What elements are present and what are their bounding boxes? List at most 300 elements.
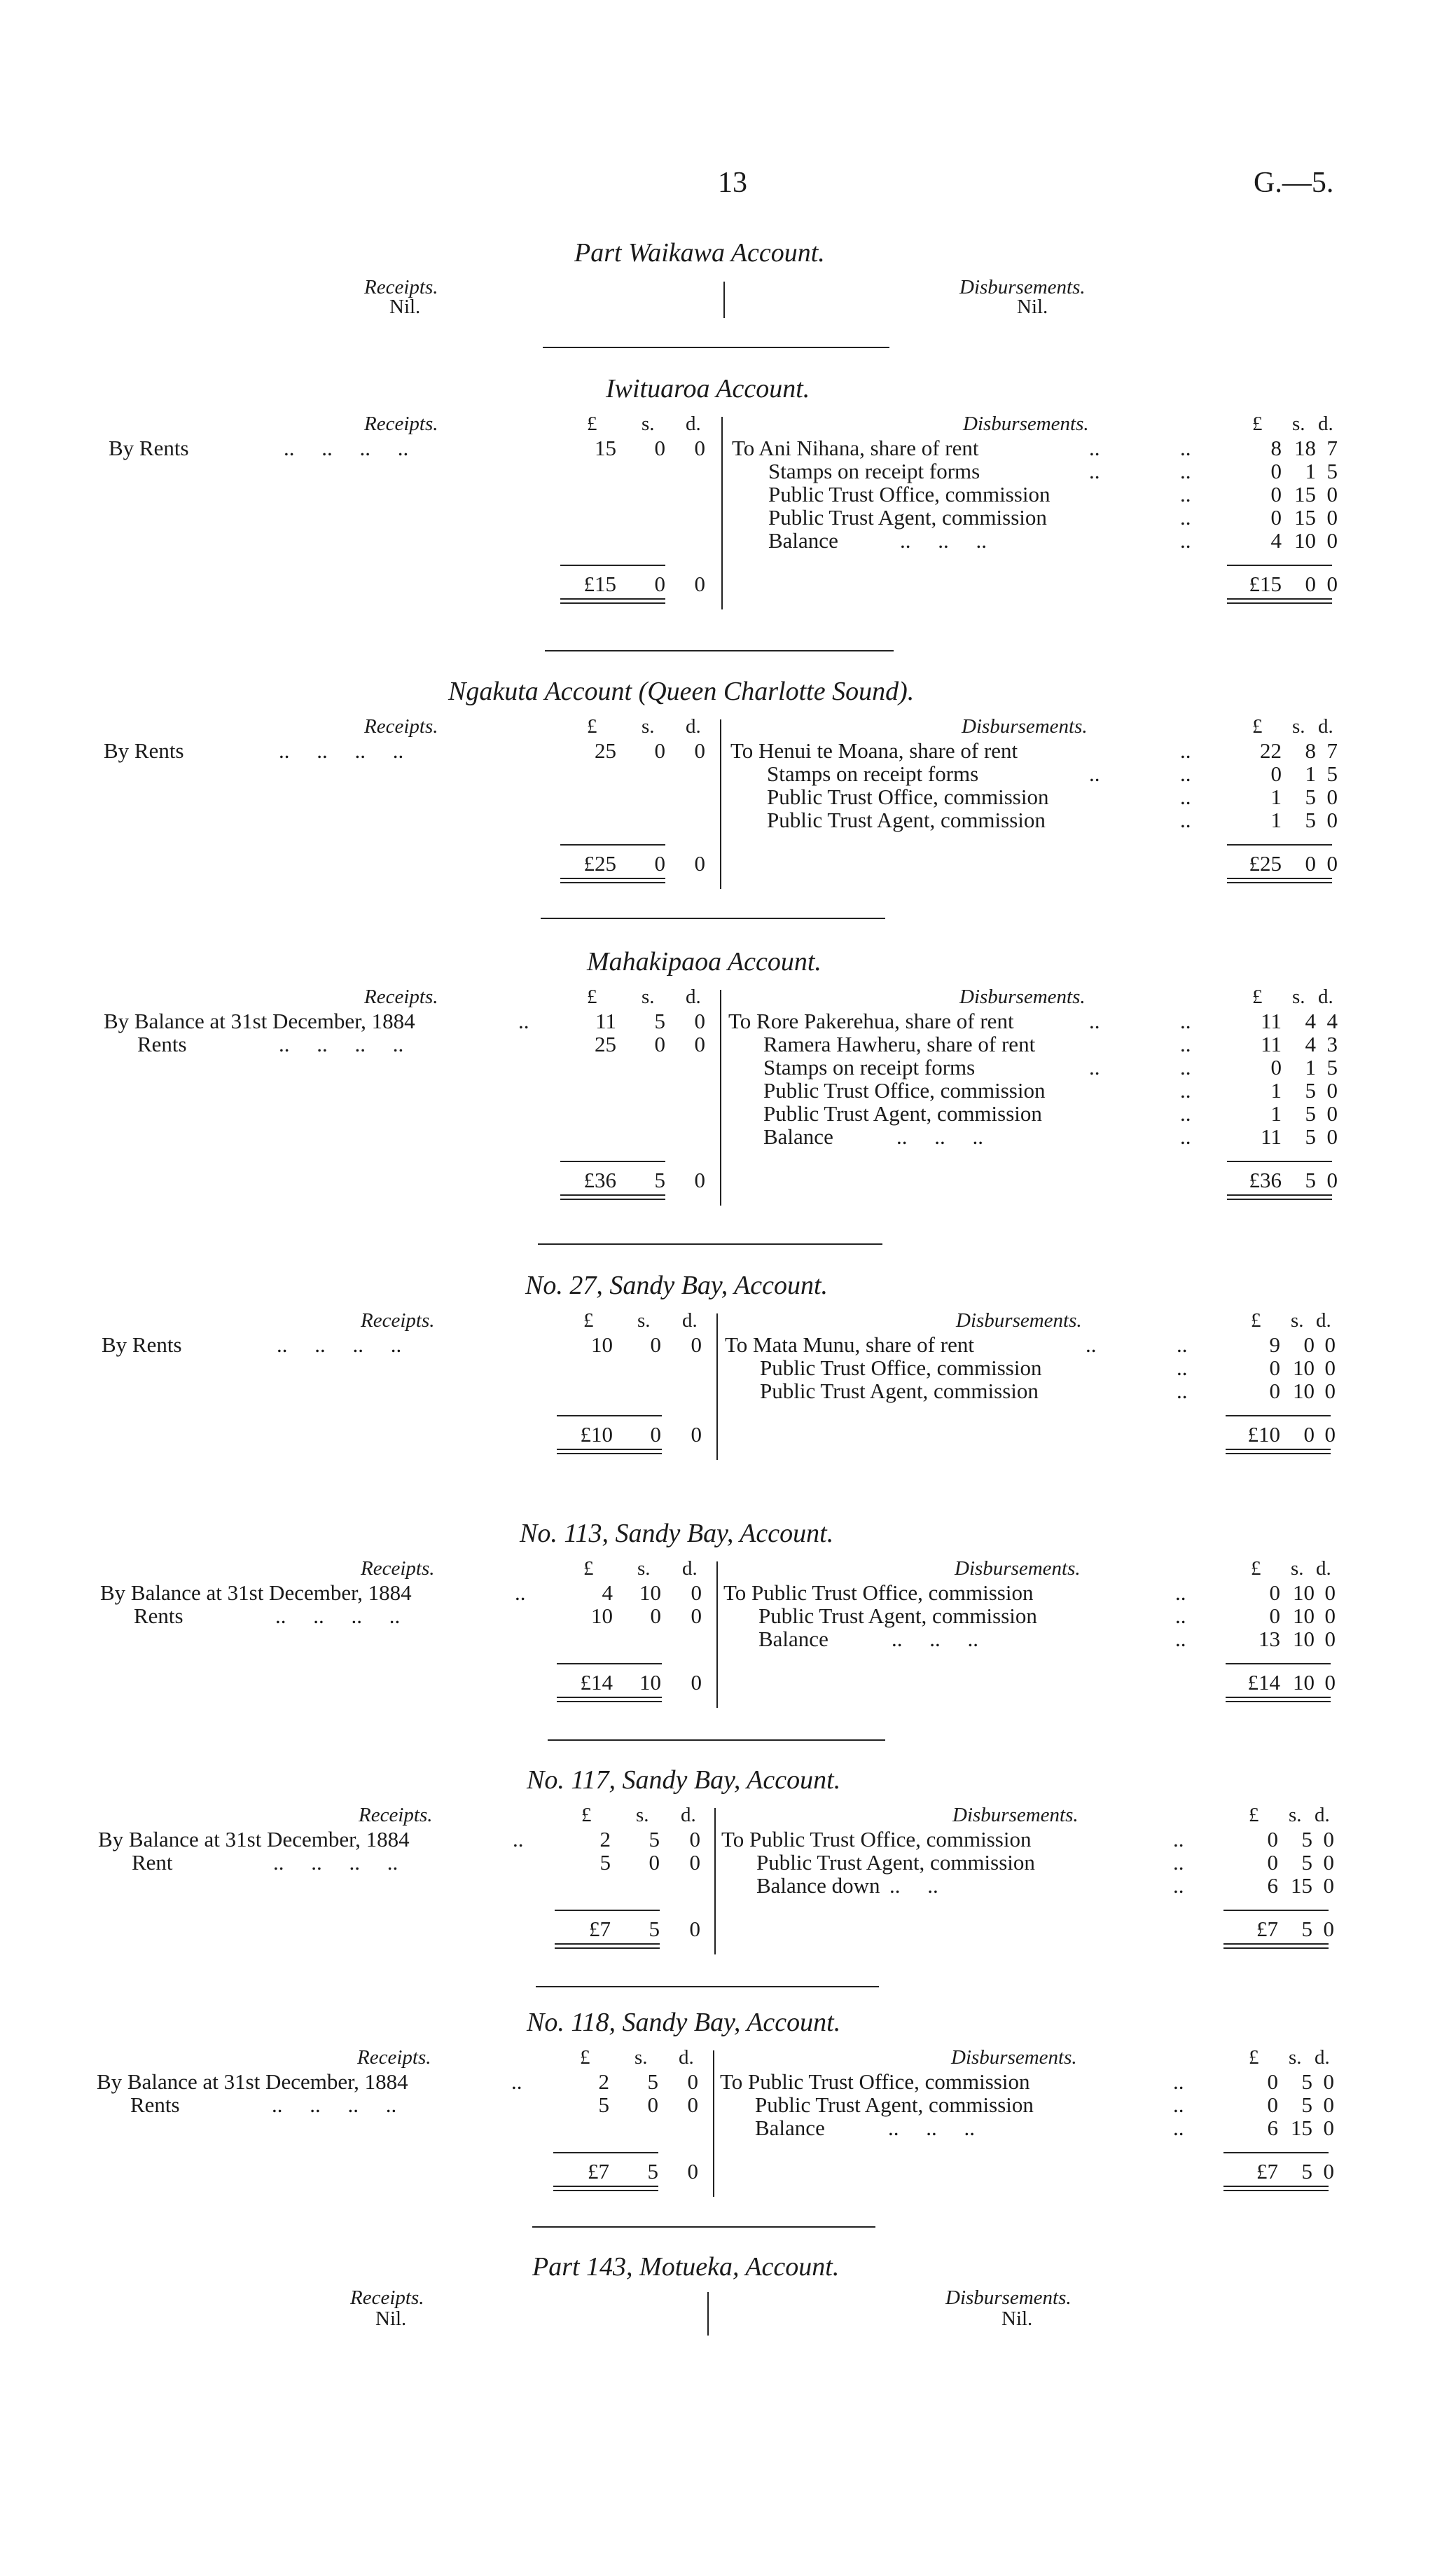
disbursement-leader-dots: .. .. .. (896, 1124, 983, 1149)
disbursement-shillings: 10 (1293, 1356, 1315, 1380)
disbursements-total-pounds: £7 (1256, 1917, 1278, 1941)
receipt-pence: 0 (687, 2069, 698, 2094)
disbursement-pounds: 4 (1270, 528, 1282, 553)
disbursement-label: Public Trust Office, commission (763, 1078, 1046, 1103)
disbursement-leader-dots: .. (1177, 1356, 1188, 1380)
receipts-shilling-header: s. (635, 2046, 648, 2069)
disbursements-total-double-rule (1223, 1943, 1329, 1945)
disbursements-pence-header: d. (1318, 413, 1333, 435)
disbursement-pounds: 0 (1269, 1603, 1280, 1628)
receipts-subtotal-rule (557, 1663, 662, 1664)
disbursement-pounds: 0 (1270, 482, 1282, 506)
receipt-leader-dots: .. .. .. .. (284, 436, 409, 460)
section-rule (545, 650, 894, 651)
disbursements-pence-header: d. (1315, 1804, 1330, 1826)
disbursement-label: Public Trust Office, commission (760, 1356, 1042, 1380)
disbursement-label: Stamps on receipt forms (767, 761, 979, 786)
disbursements-subtotal-rule (1227, 844, 1332, 846)
disbursement-label: To Public Trust Office, commission (723, 1580, 1034, 1605)
receipt-label: Rent (132, 1850, 173, 1875)
receipt-label: By Balance at 31st December, 1884 (100, 1580, 412, 1605)
disbursement-leader-dots: .. (1089, 1055, 1100, 1079)
receipt-pounds: 10 (591, 1332, 613, 1357)
disbursement-leader-dots: .. (1180, 482, 1191, 506)
disbursement-label: Balance (763, 1124, 833, 1149)
disbursement-pence: 0 (1323, 1873, 1334, 1898)
disbursement-pence: 0 (1326, 785, 1338, 809)
receipts-subtotal-rule (553, 2152, 658, 2153)
receipts-total-pounds: £7 (589, 1917, 611, 1941)
receipt-leader-dots: .. (515, 1580, 526, 1605)
disbursement-label: To Public Trust Office, commission (720, 2069, 1030, 2094)
receipts-pence-header: d. (686, 715, 701, 738)
disbursement-pence: 0 (1323, 2116, 1334, 2140)
section-rule (532, 2226, 875, 2228)
receipts-total-pence: 0 (691, 1670, 702, 1695)
receipts-total-double-rule (560, 878, 665, 879)
receipt-label: By Balance at 31st December, 1884 (98, 1827, 410, 1851)
disbursement-leader-dots: .. (1180, 1124, 1191, 1149)
account-title: Part 143, Motueka, Account. (532, 2252, 840, 2282)
disbursements-total-pence: 0 (1323, 1917, 1334, 1941)
disbursement-leader-dots: .. (1180, 459, 1191, 483)
disbursements-total-pounds: £10 (1247, 1422, 1280, 1447)
receipt-pence: 0 (694, 1032, 705, 1056)
disbursement-shillings: 5 (1305, 1101, 1316, 1126)
disbursements-total-double-rule (1227, 882, 1332, 883)
disbursement-pence: 0 (1326, 482, 1338, 506)
disbursements-heading: Disbursements. (945, 2286, 1072, 2309)
disbursements-heading: Disbursements. (955, 1557, 1081, 1580)
disbursement-pence: 5 (1326, 761, 1338, 786)
disbursement-shillings: 5 (1301, 2092, 1312, 2117)
disbursements-total-pounds: £7 (1256, 2159, 1278, 2184)
account-title: No. 117, Sandy Bay, Account. (527, 1765, 841, 1795)
disbursement-shillings: 10 (1293, 1379, 1315, 1403)
disbursements-shilling-header: s. (1291, 1309, 1304, 1332)
column-divider (716, 1561, 718, 1708)
column-divider (721, 417, 723, 609)
disbursement-pence: 0 (1324, 1332, 1336, 1357)
receipt-pence: 0 (694, 436, 705, 460)
receipt-pence: 0 (689, 1827, 700, 1851)
disbursement-shillings: 1 (1305, 761, 1316, 786)
receipts-total-pounds: £15 (583, 572, 616, 596)
disbursement-pence: 7 (1326, 436, 1338, 460)
disbursement-pounds: 6 (1267, 1873, 1278, 1898)
disbursements-pound-header: £ (1249, 1804, 1259, 1826)
account-title: Iwituaroa Account. (606, 374, 810, 403)
receipt-pounds: 5 (598, 2092, 609, 2117)
receipt-shillings: 0 (654, 1032, 665, 1056)
receipt-pounds: 11 (595, 1009, 616, 1033)
disbursement-label: To Rore Pakerehua, share of rent (728, 1009, 1014, 1033)
disbursement-pounds: 0 (1267, 2092, 1278, 2117)
disbursement-pence: 0 (1324, 1580, 1336, 1605)
disbursement-pounds: 9 (1269, 1332, 1280, 1357)
disbursement-pence: 0 (1323, 1850, 1334, 1875)
disbursements-total-double-rule (1226, 1453, 1331, 1454)
disbursements-total-shillings: 5 (1305, 1168, 1316, 1192)
receipts-total-double-rule (555, 1947, 660, 1949)
receipt-pence: 0 (694, 1009, 705, 1033)
disbursement-pounds: 0 (1269, 1580, 1280, 1605)
disbursement-pence: 0 (1326, 1124, 1338, 1149)
disbursement-leader-dots: .. .. .. (900, 528, 987, 553)
receipt-pounds: 2 (598, 2069, 609, 2094)
receipts-total-double-rule (560, 598, 665, 600)
disbursement-shillings: 15 (1294, 505, 1316, 530)
disbursement-leader-dots: .. (1180, 528, 1191, 553)
disbursement-shillings: 18 (1294, 436, 1316, 460)
receipts-total-double-rule (557, 1701, 662, 1702)
disbursements-pound-header: £ (1251, 1557, 1261, 1580)
receipts-pence-header: d. (682, 1557, 698, 1580)
receipts-total-double-rule (560, 882, 665, 883)
receipt-label: Rents (137, 1032, 187, 1056)
receipt-shillings: 0 (654, 436, 665, 460)
receipts-total-double-rule (557, 1453, 662, 1454)
receipts-total-double-rule (560, 1199, 665, 1200)
section-rule (541, 918, 885, 919)
disbursement-shillings: 0 (1303, 1332, 1315, 1357)
disbursement-shillings: 15 (1294, 482, 1316, 506)
account-title: Ngakuta Account (Queen Charlotte Sound). (448, 677, 915, 706)
receipts-heading: Receipts. (364, 715, 438, 738)
disbursements-total-pence: 0 (1326, 1168, 1338, 1192)
disbursements-pound-header: £ (1252, 715, 1263, 738)
disbursement-leader-dots: .. (1177, 1379, 1188, 1403)
receipts-heading: Receipts. (364, 276, 438, 298)
receipts-pence-header: d. (682, 1309, 698, 1332)
disbursement-shillings: 5 (1301, 1850, 1312, 1875)
disbursement-leader-dots: .. (1173, 2092, 1184, 2117)
disbursement-pounds: 1 (1270, 808, 1282, 832)
receipts-pence-header: d. (686, 986, 701, 1008)
disbursement-shillings: 5 (1305, 1078, 1316, 1103)
receipts-pence-header: d. (679, 2046, 694, 2069)
disbursement-pounds: 0 (1267, 2069, 1278, 2094)
column-divider (723, 282, 725, 318)
receipts-pound-header: £ (581, 1804, 592, 1826)
account-title: No. 27, Sandy Bay, Account. (525, 1271, 828, 1300)
disbursement-leader-dots: .. (1173, 1850, 1184, 1875)
receipt-pence: 0 (691, 1580, 702, 1605)
disbursement-shillings: 5 (1301, 1827, 1312, 1851)
disbursement-label: To Public Trust Office, commission (721, 1827, 1032, 1851)
receipt-leader-dots: .. (511, 2069, 522, 2094)
receipt-shillings: 5 (647, 2069, 658, 2094)
receipt-label: By Balance at 31st December, 1884 (97, 2069, 408, 2094)
receipts-total-pounds: £25 (583, 851, 616, 876)
disbursement-pounds: 0 (1267, 1827, 1278, 1851)
receipts-pence-header: d. (686, 413, 701, 435)
section-rule (548, 1739, 885, 1741)
disbursement-pounds: 11 (1261, 1009, 1282, 1033)
receipt-pounds: 15 (595, 436, 616, 460)
receipt-shillings: 0 (650, 1603, 661, 1628)
disbursement-shillings: 10 (1294, 528, 1316, 553)
disbursement-label: Stamps on receipt forms (763, 1055, 976, 1079)
disbursement-label: To Henui te Moana, share of rent (730, 738, 1018, 763)
receipt-label: By Rents (104, 738, 184, 763)
disbursement-shillings: 5 (1305, 1124, 1316, 1149)
disbursements-subtotal-rule (1226, 1415, 1331, 1416)
disbursements-total-pence: 0 (1326, 572, 1338, 596)
receipts-shilling-header: s. (642, 413, 655, 435)
disbursement-leader-dots: .. (1180, 436, 1191, 460)
disbursement-label: To Mata Munu, share of rent (725, 1332, 974, 1357)
disbursement-label: Balance (768, 528, 838, 553)
disbursement-leader-dots: .. .. .. (888, 2116, 975, 2140)
receipts-subtotal-rule (560, 844, 665, 846)
receipts-pound-header: £ (587, 986, 597, 1008)
disbursement-label: Stamps on receipt forms (768, 459, 980, 483)
disbursements-shilling-header: s. (1289, 1804, 1302, 1826)
column-divider (714, 1808, 716, 1954)
disbursements-pence-header: d. (1316, 1557, 1331, 1580)
disbursement-leader-dots: .. (1180, 808, 1191, 832)
receipt-leader-dots: .. .. .. .. (272, 2092, 397, 2117)
disbursements-total-double-rule (1227, 1199, 1332, 1200)
receipts-total-shillings: 10 (639, 1670, 661, 1695)
disbursements-heading: Disbursements. (963, 413, 1089, 435)
receipts-total-double-rule (557, 1449, 662, 1450)
disbursement-label: Balance (755, 2116, 825, 2140)
disbursements-pound-header: £ (1249, 2046, 1259, 2069)
receipts-total-shillings: 0 (650, 1422, 661, 1447)
disbursements-total-pounds: £15 (1249, 572, 1282, 596)
disbursements-total-shillings: 0 (1303, 1422, 1315, 1447)
receipts-subtotal-rule (560, 565, 665, 566)
disbursement-leader-dots: .. .. .. (892, 1627, 978, 1651)
disbursements-shilling-header: s. (1291, 1557, 1304, 1580)
column-divider (707, 2292, 709, 2336)
disbursement-pence: 0 (1326, 528, 1338, 553)
disbursement-pounds: 11 (1261, 1124, 1282, 1149)
disbursement-pounds: 8 (1270, 436, 1282, 460)
receipts-total-pence: 0 (694, 851, 705, 876)
disbursement-pence: 3 (1326, 1032, 1338, 1056)
disbursement-shillings: 5 (1305, 808, 1316, 832)
disbursements-pound-header: £ (1251, 1309, 1261, 1332)
receipts-pound-header: £ (583, 1557, 594, 1580)
disbursements-subtotal-rule (1223, 2152, 1329, 2153)
account-title: Part Waikawa Account. (574, 238, 825, 268)
disbursement-leader-dots: .. (1177, 1332, 1188, 1357)
disbursements-pound-header: £ (1252, 986, 1263, 1008)
receipt-label: By Rents (102, 1332, 182, 1357)
disbursements-total-double-rule (1226, 1701, 1331, 1702)
receipt-pence: 0 (687, 2092, 698, 2117)
disbursement-label: Public Trust Agent, commission (758, 1603, 1037, 1628)
receipts-total-pounds: £36 (583, 1168, 616, 1192)
disbursements-total-double-rule (1223, 2186, 1329, 2187)
disbursement-shillings: 15 (1291, 1873, 1312, 1898)
disbursement-pence: 0 (1326, 1078, 1338, 1103)
receipts-shilling-header: s. (642, 986, 655, 1008)
disbursement-pounds: 0 (1267, 1850, 1278, 1875)
disbursement-leader-dots: .. (1173, 1827, 1184, 1851)
disbursements-total-pounds: £14 (1247, 1670, 1280, 1695)
receipts-pound-header: £ (583, 1309, 594, 1332)
receipt-shillings: 0 (654, 738, 665, 763)
disbursement-leader-dots: .. (1180, 761, 1191, 786)
disbursements-nil: Nil. (1001, 2308, 1033, 2330)
disbursement-leader-dots: .. (1180, 1101, 1191, 1126)
receipts-pence-header: d. (681, 1804, 696, 1826)
receipts-heading: Receipts. (361, 1309, 435, 1332)
receipts-subtotal-rule (560, 1161, 665, 1162)
column-divider (720, 990, 721, 1206)
disbursement-shillings: 15 (1291, 2116, 1312, 2140)
disbursement-pence: 0 (1324, 1379, 1336, 1403)
disbursement-leader-dots: .. (1180, 1055, 1191, 1079)
disbursement-label: Public Trust Agent, commission (755, 2092, 1034, 2117)
column-divider (716, 1313, 718, 1460)
disbursements-pound-header: £ (1252, 413, 1263, 435)
disbursement-pounds: 11 (1261, 1032, 1282, 1056)
receipts-pound-header: £ (580, 2046, 590, 2069)
disbursements-total-double-rule (1226, 1449, 1331, 1450)
receipts-heading: Receipts. (357, 2046, 431, 2069)
receipt-shillings: 10 (639, 1580, 661, 1605)
disbursement-label: To Ani Nihana, share of rent (732, 436, 979, 460)
receipts-total-shillings: 5 (647, 2159, 658, 2184)
disbursements-total-pence: 0 (1324, 1670, 1336, 1695)
disbursement-leader-dots: .. .. (889, 1873, 938, 1898)
disbursement-pence: 0 (1324, 1627, 1336, 1651)
disbursements-shilling-header: s. (1289, 2046, 1302, 2069)
account-title: No. 118, Sandy Bay, Account. (527, 2008, 841, 2037)
disbursement-pence: 4 (1326, 1009, 1338, 1033)
disbursement-pounds: 0 (1269, 1356, 1280, 1380)
receipt-shillings: 5 (649, 1827, 660, 1851)
disbursements-heading: Disbursements. (956, 1309, 1082, 1332)
disbursement-pence: 7 (1326, 738, 1338, 763)
disbursement-pence: 0 (1324, 1356, 1336, 1380)
receipts-nil: Nil. (389, 296, 421, 318)
receipt-leader-dots: .. .. .. .. (279, 1032, 404, 1056)
disbursements-total-shillings: 0 (1305, 572, 1316, 596)
disbursement-shillings: 5 (1305, 785, 1316, 809)
disbursements-shilling-header: s. (1292, 715, 1305, 738)
disbursements-nil: Nil. (1017, 296, 1048, 318)
disbursement-label: Public Trust Office, commission (768, 482, 1051, 506)
disbursement-leader-dots: .. (1089, 1009, 1100, 1033)
receipts-heading: Receipts. (361, 1557, 435, 1580)
disbursements-total-double-rule (1223, 1947, 1329, 1949)
disbursements-subtotal-rule (1227, 565, 1332, 566)
receipt-label: By Rents (109, 436, 189, 460)
disbursement-pounds: 13 (1259, 1627, 1280, 1651)
disbursement-label: Public Trust Agent, commission (756, 1850, 1035, 1875)
disbursement-shillings: 4 (1305, 1009, 1316, 1033)
receipts-shilling-header: s. (637, 1309, 651, 1332)
disbursement-pounds: 0 (1270, 761, 1282, 786)
receipts-shilling-header: s. (636, 1804, 649, 1826)
disbursement-leader-dots: .. (1180, 1009, 1191, 1033)
disbursement-pounds: 0 (1270, 1055, 1282, 1079)
disbursement-label: Balance down (756, 1873, 880, 1898)
account-title: No. 113, Sandy Bay, Account. (520, 1519, 834, 1548)
disbursements-pence-header: d. (1315, 2046, 1330, 2069)
disbursements-total-double-rule (1223, 2190, 1329, 2191)
account-title: Mahakipaoa Account. (587, 947, 821, 977)
disbursement-leader-dots: .. (1175, 1627, 1186, 1651)
disbursements-pence-header: d. (1318, 986, 1333, 1008)
column-divider (713, 2050, 714, 2197)
disbursement-leader-dots: .. (1089, 459, 1100, 483)
disbursements-total-double-rule (1227, 598, 1332, 600)
disbursement-shillings: 1 (1305, 1055, 1316, 1079)
receipts-total-shillings: 5 (654, 1168, 665, 1192)
disbursement-pence: 0 (1323, 2092, 1334, 2117)
column-divider (720, 719, 721, 889)
disbursement-label: Public Trust Agent, commission (768, 505, 1047, 530)
disbursement-label: Public Trust Agent, commission (767, 808, 1046, 832)
disbursement-leader-dots: .. (1175, 1603, 1186, 1628)
disbursement-pence: 0 (1323, 1827, 1334, 1851)
receipt-pounds: 4 (602, 1580, 613, 1605)
disbursements-total-pounds: £25 (1249, 851, 1282, 876)
receipt-shillings: 0 (650, 1332, 661, 1357)
disbursements-heading: Disbursements. (959, 276, 1086, 298)
disbursement-leader-dots: .. (1180, 738, 1191, 763)
receipts-total-double-rule (560, 602, 665, 604)
disbursement-label: Public Trust Agent, commission (763, 1101, 1042, 1126)
disbursements-total-shillings: 10 (1293, 1670, 1315, 1695)
disbursements-heading: Disbursements. (959, 986, 1086, 1008)
disbursement-shillings: 4 (1305, 1032, 1316, 1056)
page-number: 13 (718, 167, 747, 199)
disbursements-shilling-header: s. (1292, 413, 1305, 435)
receipts-shilling-header: s. (642, 715, 655, 738)
disbursements-pence-header: d. (1316, 1309, 1331, 1332)
receipts-total-pounds: £10 (580, 1422, 613, 1447)
receipt-label: Rents (130, 2092, 180, 2117)
disbursements-total-double-rule (1226, 1697, 1331, 1698)
disbursements-total-shillings: 5 (1301, 2159, 1312, 2184)
disbursement-pounds: 1 (1270, 1078, 1282, 1103)
receipts-total-double-rule (555, 1943, 660, 1945)
receipts-heading: Receipts. (364, 986, 438, 1008)
receipts-total-double-rule (553, 2190, 658, 2191)
receipt-pounds: 5 (599, 1850, 611, 1875)
receipts-total-double-rule (557, 1697, 662, 1698)
receipt-label: Rents (134, 1603, 183, 1628)
disbursement-leader-dots: .. (1180, 1032, 1191, 1056)
disbursement-shillings: 10 (1293, 1603, 1315, 1628)
receipts-total-pence: 0 (691, 1422, 702, 1447)
disbursements-heading: Disbursements. (962, 715, 1088, 738)
disbursement-shillings: 5 (1301, 2069, 1312, 2094)
disbursements-total-shillings: 5 (1301, 1917, 1312, 1941)
disbursement-leader-dots: .. (1089, 761, 1100, 786)
disbursement-pence: 0 (1323, 2069, 1334, 2094)
disbursement-shillings: 1 (1305, 459, 1316, 483)
receipt-leader-dots: .. .. .. .. (279, 738, 404, 763)
receipts-total-double-rule (553, 2186, 658, 2187)
section-rule (536, 1986, 879, 1987)
receipts-total-pence: 0 (694, 572, 705, 596)
receipts-pound-header: £ (587, 715, 597, 738)
disbursement-pounds: 6 (1267, 2116, 1278, 2140)
disbursement-pence: 5 (1326, 1055, 1338, 1079)
disbursements-total-pence: 0 (1326, 851, 1338, 876)
disbursements-subtotal-rule (1226, 1663, 1331, 1664)
disbursement-pence: 0 (1324, 1603, 1336, 1628)
